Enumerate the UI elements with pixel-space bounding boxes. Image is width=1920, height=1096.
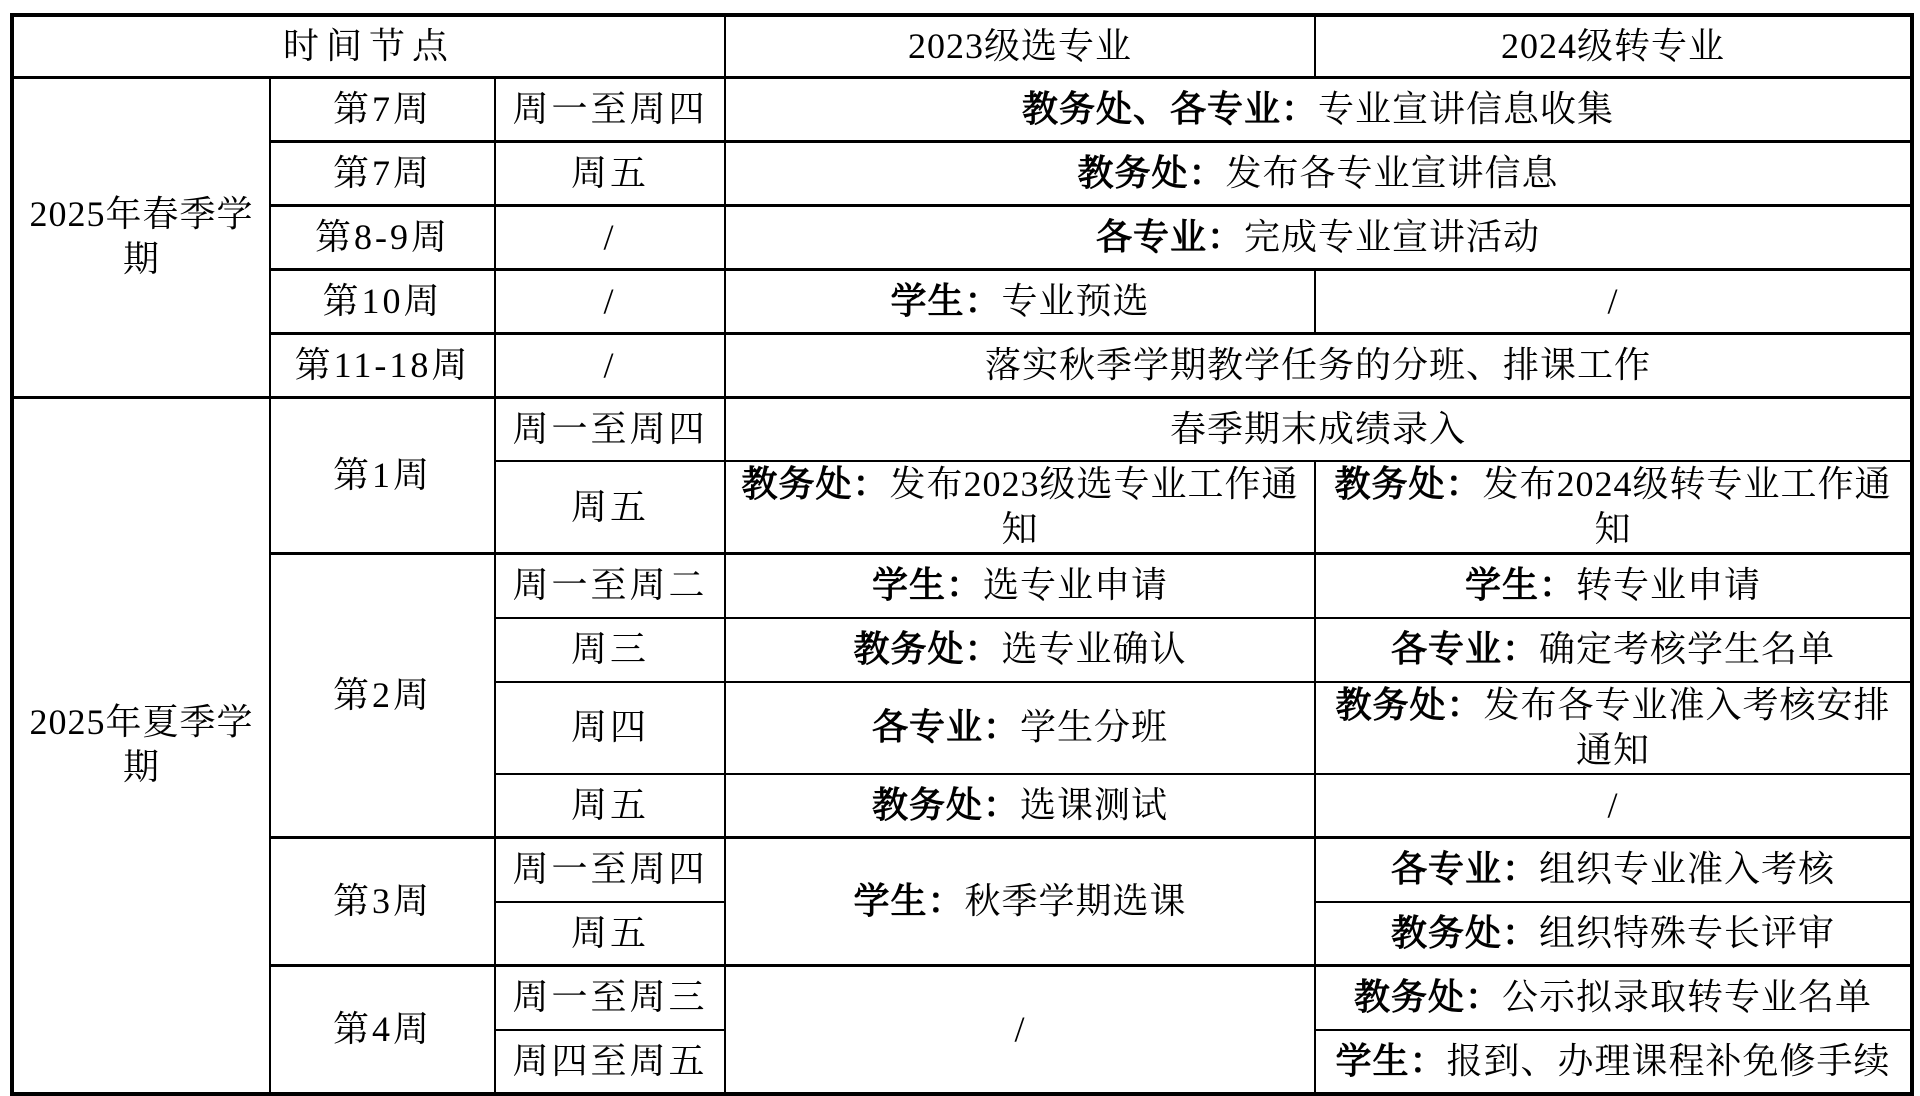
task-2024-cell: / (1315, 774, 1912, 838)
task-span-cell: 春季期末成绩录入 (725, 397, 1912, 461)
week-cell: 第7周 (270, 141, 495, 205)
task-2024-cell (1315, 1030, 1912, 1094)
days-cell: / (495, 333, 725, 397)
task-2024-cell (1315, 461, 1912, 554)
role-prefix: 各专业： (872, 707, 1021, 747)
days-cell: 周一至周三 (495, 966, 725, 1030)
week-cell: 第10周 (270, 269, 495, 333)
task-text: 完成专业宣讲活动 (1244, 216, 1541, 257)
task-text: 发布各专业宣讲信息 (1225, 152, 1559, 193)
task-span-cell: 落实秋季学期教学任务的分班、排课工作 (725, 333, 1912, 397)
task-span-cell (725, 205, 1912, 269)
task-text: 选专业申请 (983, 565, 1169, 606)
task-2024-cell (1315, 682, 1912, 774)
week-cell: 第2周 (270, 554, 495, 838)
table-header (12, 15, 1912, 77)
task-span-cell (725, 141, 1912, 205)
task-2024-cell (1315, 902, 1912, 966)
week-cell: 第11-18周 (270, 333, 495, 397)
schedule-table-body (12, 77, 1912, 1094)
role-prefix: 教务处： (1391, 912, 1540, 953)
task-2024-cell (1315, 554, 1912, 618)
role-prefix: 教务处： (1354, 977, 1503, 1018)
days-cell: 周五 (495, 774, 725, 838)
role-prefix: 教务处： (1335, 684, 1484, 725)
table-row (12, 554, 1912, 618)
task-2023-cell: / (725, 966, 1315, 1094)
role-prefix: 学生： (872, 565, 984, 606)
role-prefix: 学生： (853, 881, 965, 921)
task-text: 转专业申请 (1576, 565, 1762, 606)
table-row (12, 397, 1912, 461)
role-prefix: 各专业： (1391, 629, 1540, 669)
days-cell: 周一至周四 (495, 838, 725, 902)
days-cell: 周三 (495, 618, 725, 682)
task-2024-cell (1315, 966, 1912, 1030)
task-text: 选专业确认 (1001, 629, 1187, 669)
header-time-node: 时间节点 (12, 15, 725, 77)
days-cell: 周四至周五 (495, 1030, 725, 1094)
days-cell: 周五 (495, 902, 725, 966)
table-row (12, 269, 1912, 333)
schedule-table (10, 13, 1914, 1096)
task-text: 发布2023级选专业工作通知 (889, 464, 1299, 549)
table-row (12, 966, 1912, 1030)
task-text: 组织专业准入考核 (1539, 849, 1836, 890)
role-prefix: 学生： (890, 280, 1002, 321)
role-prefix: 学生： (1465, 565, 1577, 606)
days-cell: 周五 (495, 461, 725, 554)
days-cell: / (495, 205, 725, 269)
header-2023-major-selection: 2023级选专业 (725, 15, 1315, 77)
task-span-cell (725, 77, 1912, 141)
task-2024-cell (1315, 838, 1912, 902)
task-2023-cell (725, 774, 1315, 838)
task-2023-cell (725, 618, 1315, 682)
task-text: 学生分班 (1020, 707, 1169, 747)
task-text: 专业预选 (1001, 280, 1150, 321)
task-2023-cell (725, 269, 1315, 333)
task-2023-cell (725, 461, 1315, 554)
semester-cell: 2025年夏季学期 (12, 397, 270, 1094)
task-2023-cell (725, 554, 1315, 618)
task-text: 组织特殊专长评审 (1539, 912, 1836, 953)
task-2024-cell (1315, 618, 1912, 682)
days-cell: / (495, 269, 725, 333)
days-cell: 周五 (495, 141, 725, 205)
role-prefix: 学生： (1335, 1040, 1447, 1081)
role-prefix: 教务处： (853, 629, 1002, 669)
role-prefix: 各专业： (1391, 849, 1540, 890)
task-text: 报到、办理课程补免修手续 (1446, 1040, 1891, 1081)
role-prefix: 教务处、各专业： (1022, 88, 1319, 129)
table-row (12, 77, 1912, 141)
task-text: 发布各专业准入考核安排通知 (1483, 684, 1891, 770)
task-2023-cell (725, 838, 1315, 966)
days-cell: 周四 (495, 682, 725, 774)
task-text: 选课测试 (1020, 784, 1169, 825)
week-cell: 第1周 (270, 397, 495, 554)
week-cell: 第7周 (270, 77, 495, 141)
role-prefix: 教务处： (872, 784, 1021, 825)
task-text: 确定考核学生名单 (1539, 629, 1836, 669)
header-row (12, 15, 1912, 77)
task-2024-cell: / (1315, 269, 1912, 333)
task-text: 秋季学期选课 (964, 881, 1187, 921)
task-text: 专业宣讲信息收集 (1318, 88, 1615, 129)
task-2023-cell (725, 682, 1315, 774)
table-row (12, 333, 1912, 397)
table-row (12, 141, 1912, 205)
week-cell: 第3周 (270, 838, 495, 966)
task-text: 公示拟录取转专业名单 (1502, 977, 1873, 1018)
week-cell: 第4周 (270, 966, 495, 1094)
week-cell: 第8-9周 (270, 205, 495, 269)
days-cell: 周一至周四 (495, 397, 725, 461)
header-2024-major-transfer: 2024级转专业 (1315, 15, 1912, 77)
days-cell: 周一至周二 (495, 554, 725, 618)
role-prefix: 各专业： (1096, 216, 1245, 257)
task-text: 发布2024级转专业工作通知 (1482, 464, 1892, 549)
table-row (12, 838, 1912, 902)
role-prefix: 教务处： (1334, 464, 1483, 504)
role-prefix: 教务处： (741, 464, 890, 504)
days-cell: 周一至周四 (495, 77, 725, 141)
semester-cell: 2025年春季学期 (12, 77, 270, 397)
role-prefix: 教务处： (1077, 152, 1226, 193)
table-row (12, 205, 1912, 269)
